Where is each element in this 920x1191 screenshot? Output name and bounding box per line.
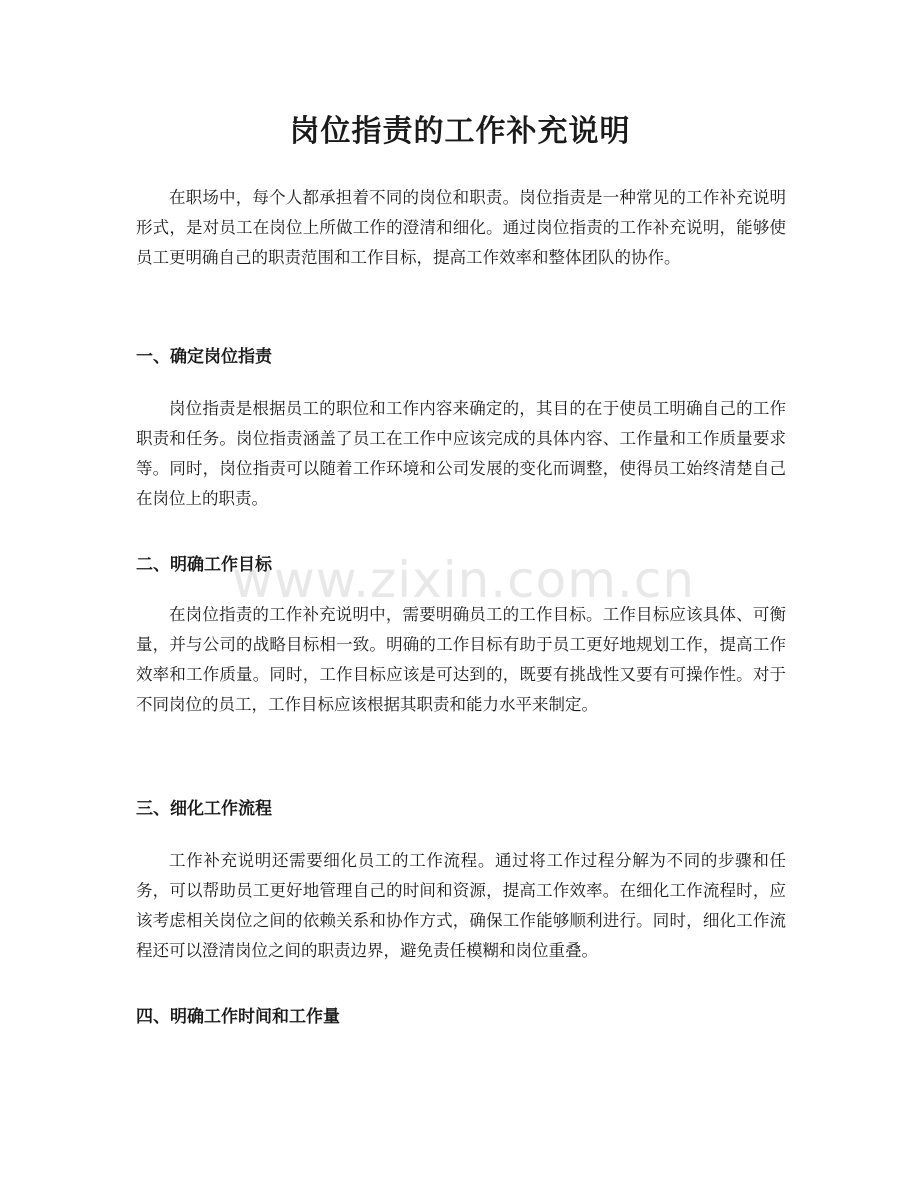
document-title: 岗位指责的工作补充说明 bbox=[289, 114, 631, 149]
section-heading-1: 一、确定岗位指责 bbox=[136, 347, 272, 367]
section-body-2: 在岗位指责的工作补充说明中，需要明确员工的工作目标。工作目标应该具体、可衡量，并与公司的战略目标相一致。明确的工作目标有助于员工更好地规划工作，提高工作效率和工作质量。同时，工作目标应该是可达到的，既要有挑战性又要有可操作性。对于不同岗位的员工，工作目标应该根据其职责和能力水平来制定。 bbox=[136, 605, 786, 714]
section-heading-4: 四、明确工作时间和工作量 bbox=[136, 1007, 340, 1027]
intro-paragraph: 在职场中，每个人都承担着不同的岗位和职责。岗位指责是一种常见的工作补充说明形式，是对员工在岗位上所做工作的澄清和细化。通过岗位指责的工作补充说明，能够使员工更明确自己的职责范围和工作目标，提高工作效率和整体团队的协作。 bbox=[136, 188, 786, 267]
section-heading-2: 二、明确工作目标 bbox=[136, 555, 272, 575]
section-body-1: 岗位指责是根据员工的职位和工作内容来确定的，其目的在于使员工明确自己的工作职责和任务。岗位指责涵盖了员工在工作中应该完成的具体内容、工作量和工作质量要求等。同时，岗位指责可以随着工作环境和公司发展的变化而调整，使得员工始终清楚自己在岗位上的职责。 bbox=[136, 399, 786, 508]
section-heading-3: 三、细化工作流程 bbox=[136, 799, 272, 819]
watermark: www.zixin.com.cn bbox=[232, 551, 696, 609]
section-body-3: 工作补充说明还需要细化员工的工作流程。通过将工作过程分解为不同的步骤和任务，可以帮助员工更好地管理自己的时间和资源，提高工作效率。在细化工作流程时，应该考虑相关岗位之间的依赖关系和协作方式，确保工作能够顺利进行。同时，细化工作流程还可以澄清岗位之间的职责边界，避免责任模糊和岗位重叠。 bbox=[136, 851, 786, 960]
